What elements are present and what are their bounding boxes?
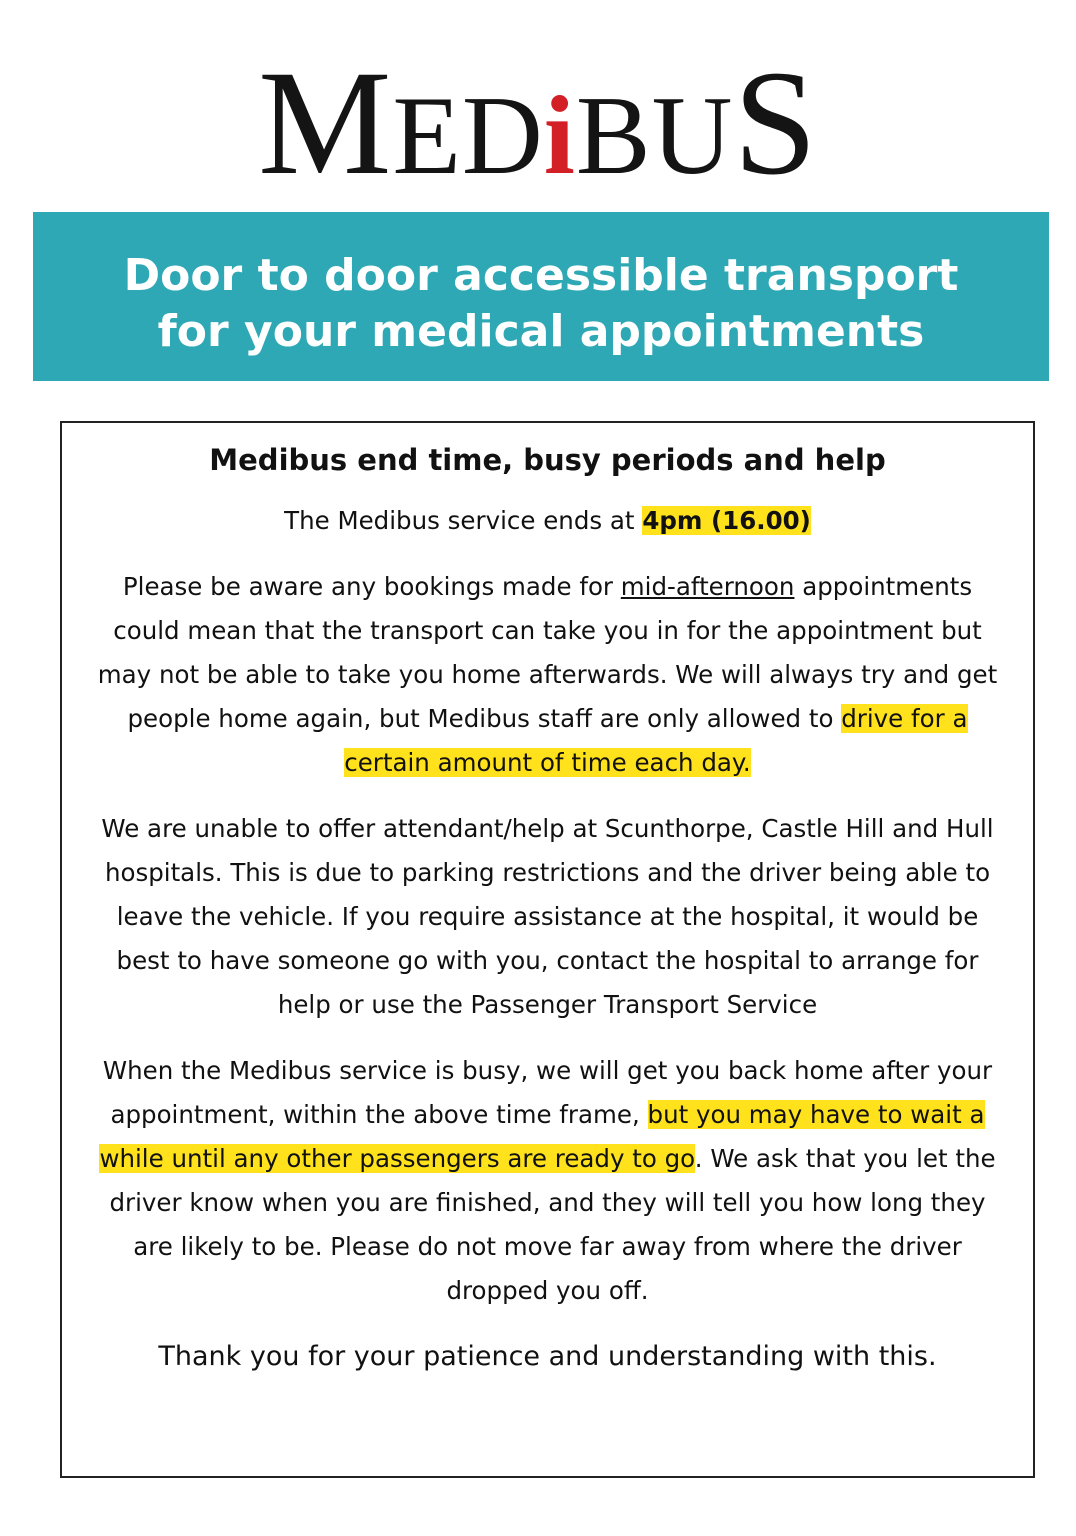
- attendant-help-paragraph: We are unable to offer attendant/help at Scunthorpe, Castle Hill and Hull hospitals. This is due to parking restrictions and the driver being able to leave the vehicle. If you require assistance at the hospital, it would be best to have someone go with you, contact the hospital to arrange for help or use the Passenger Transport Service: [101, 814, 994, 1019]
- mid-afternoon-paragraph: [88, 565, 1007, 785]
- end-time-paragraph: [88, 499, 1007, 543]
- logo-letters-bu: BU: [575, 74, 734, 198]
- mid-afternoon-underlined: mid-afternoon: [620, 572, 795, 601]
- tagline-line-2: for your medical appointments: [157, 306, 925, 357]
- busy-periods-pre: When the Medibus service is busy, we will get you back home after your appointment, within the above time frame,: [102, 1056, 993, 1129]
- notice-heading: Medibus end time, busy periods and help: [209, 443, 886, 477]
- notice-box: [60, 421, 1035, 1478]
- tagline-banner: [33, 212, 1049, 381]
- thank-you-line: Thank you for your patience and understanding with this.: [158, 1341, 937, 1372]
- medibus-logo: [0, 40, 1076, 206]
- end-time-text: The Medibus service ends at: [284, 506, 643, 535]
- end-time-highlight: 4pm (16.00): [642, 506, 811, 535]
- logo-letter-s: S: [733, 40, 818, 206]
- logo-red-i: i: [543, 74, 576, 198]
- logo-letter-m: M: [258, 40, 393, 206]
- drive-time-highlight: drive for a certain amount of time each day.: [344, 704, 968, 777]
- logo-letters-ed: ED: [392, 74, 544, 198]
- mid-afternoon-post: appointments could mean that the transport can take you in for the appointment but may not be able to take you home afterwards. We will always try and get people home again, but Medibus staff are only allowed to: [97, 572, 998, 733]
- busy-periods-paragraph: [88, 1049, 1007, 1313]
- wait-highlight: but you may have to wait a while until any other passengers are ready to go: [99, 1100, 985, 1173]
- mid-afternoon-pre: Please be aware any bookings made for: [122, 572, 621, 601]
- tagline-line-1: Door to door accessible transport: [123, 250, 959, 301]
- busy-periods-post: . We ask that you let the driver know when you are finished, and they will tell you how long they are likely to be. Please do not move far away from where the driver dropped you off.: [109, 1144, 996, 1305]
